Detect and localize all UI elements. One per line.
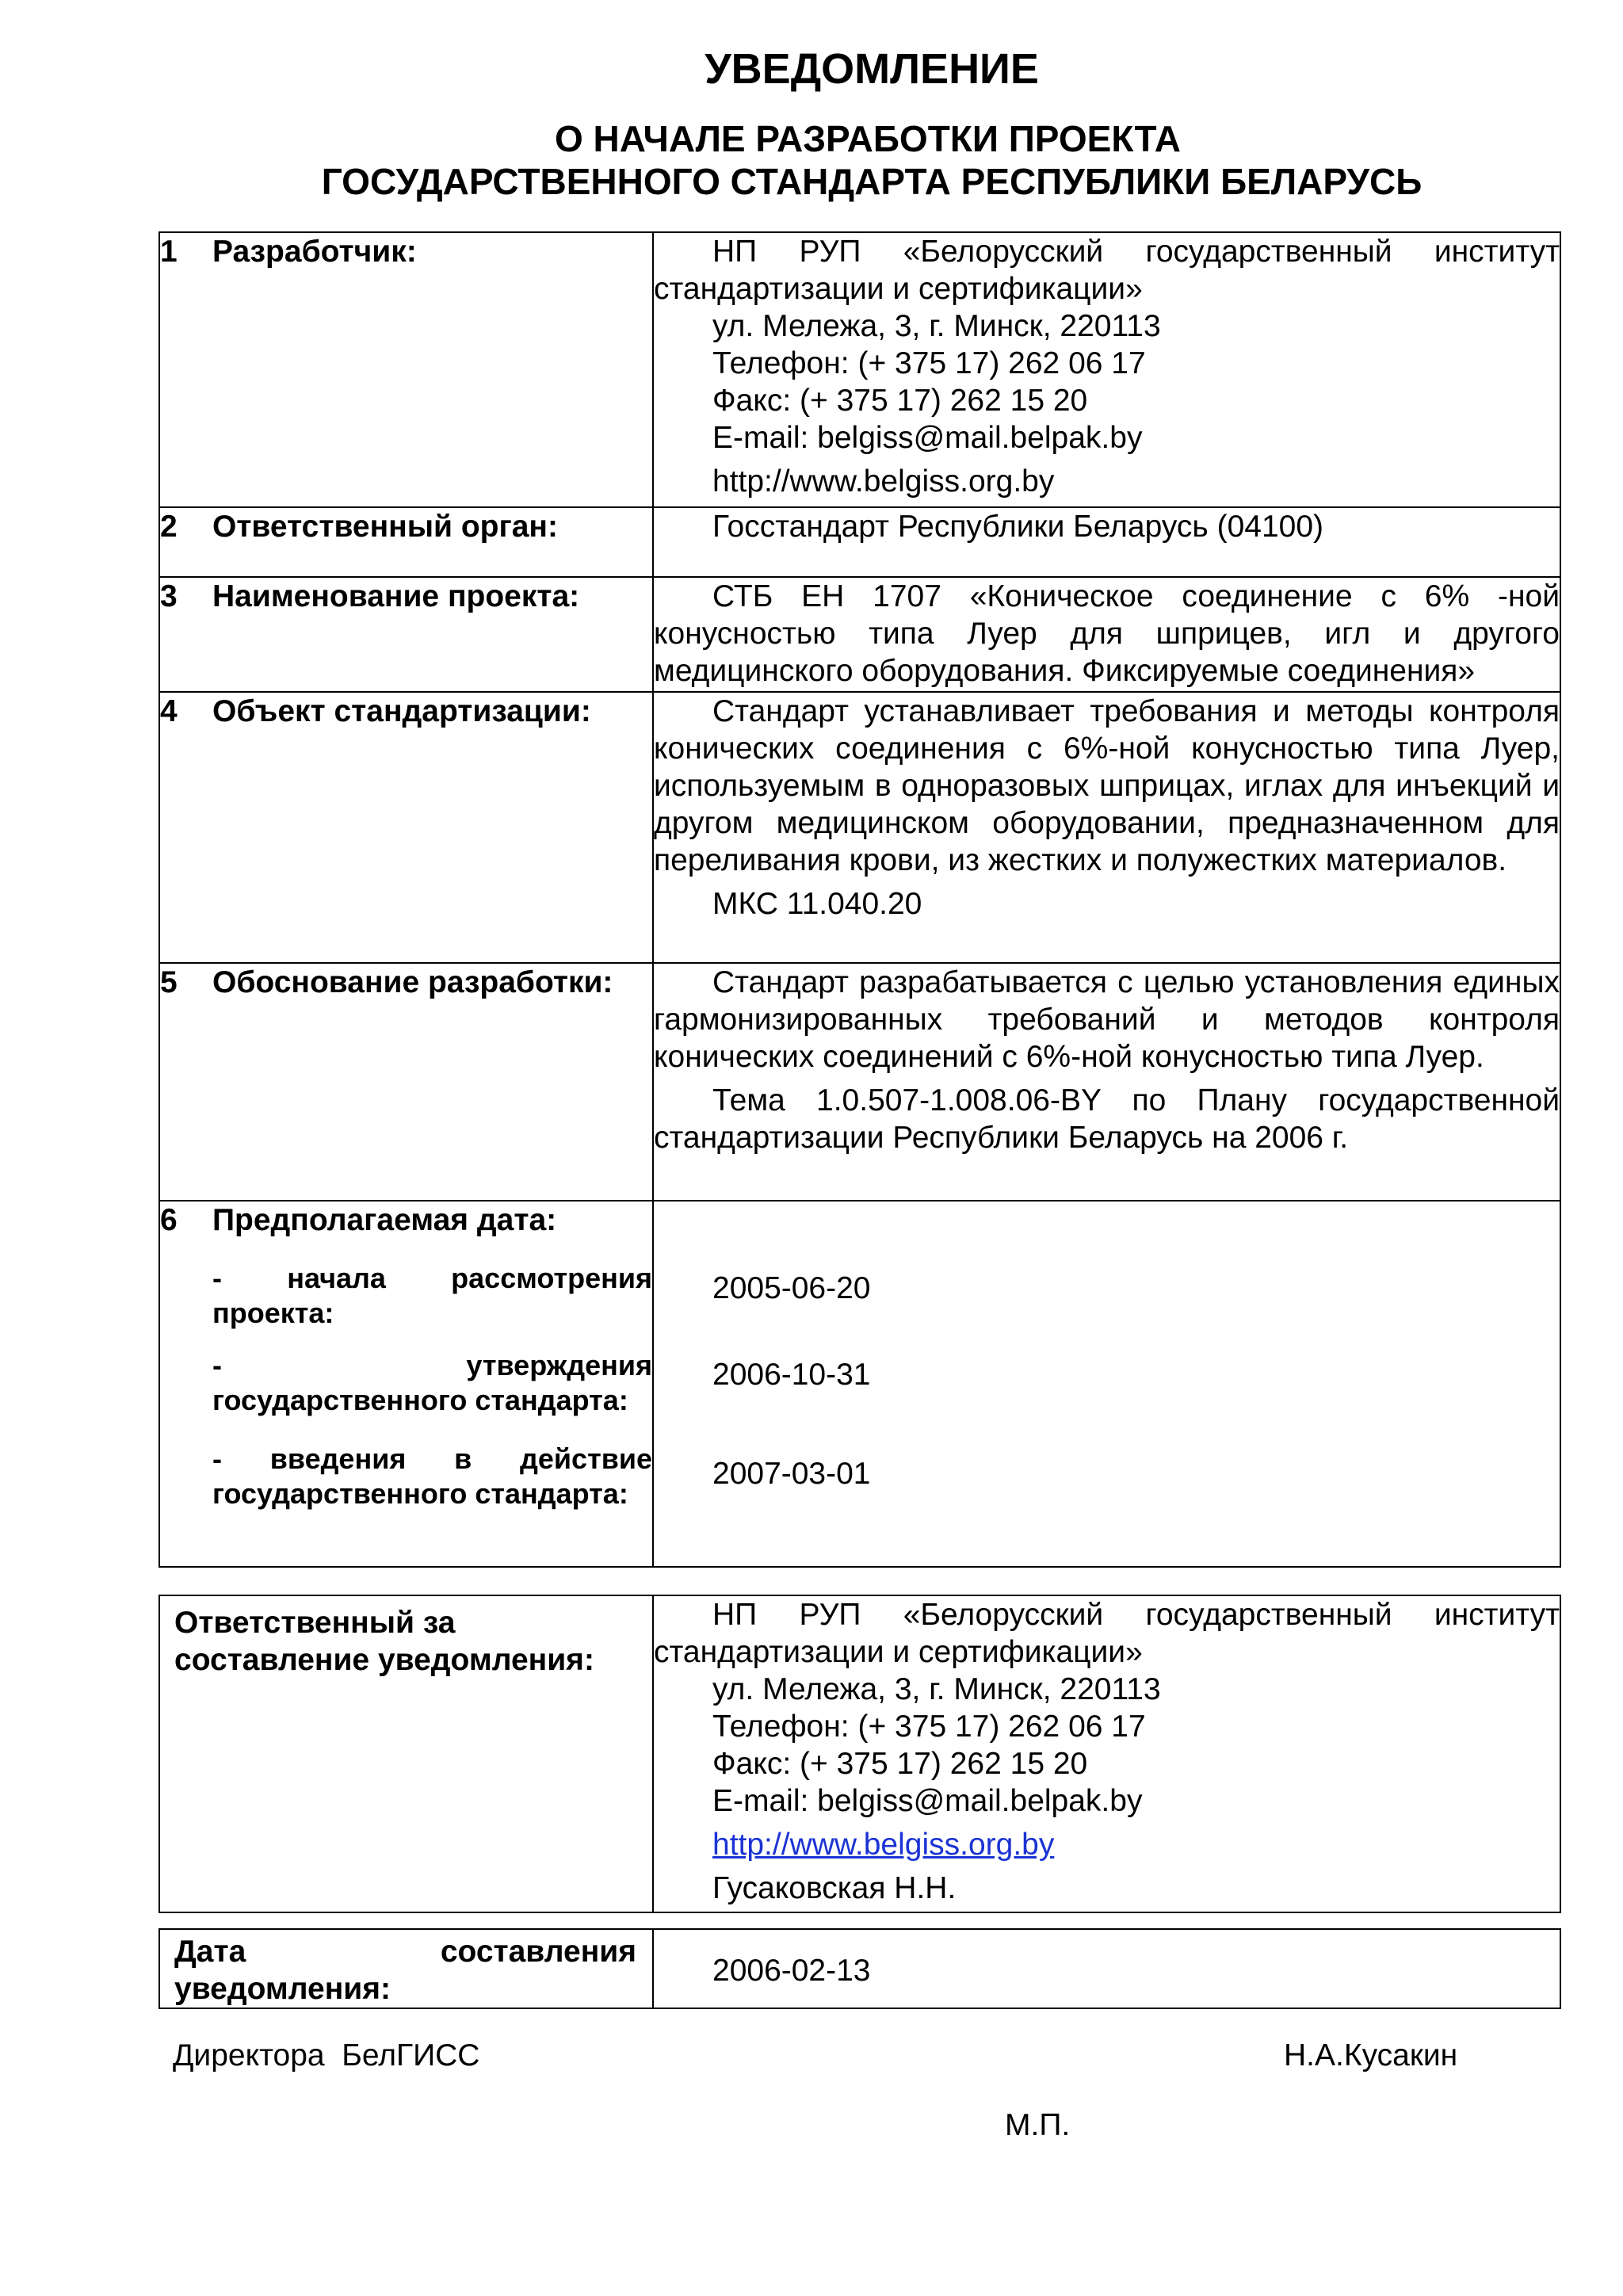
row-expected-dates xyxy=(159,1201,1560,1567)
row-standardization-object xyxy=(159,692,1560,963)
resp-org-fax: Факс: (+ 375 17) 262 15 20 xyxy=(712,1747,1088,1781)
org-name: НП РУП «Белорусский государственный институт стандартизации и сертификации» xyxy=(654,235,1560,306)
org-email: E-mail: belgiss@mail.belpak.by xyxy=(712,421,1143,455)
row-number: 4 xyxy=(160,694,178,728)
responsible-body-value: Госстандарт Республики Беларусь (04100) xyxy=(712,510,1324,544)
row-number: 5 xyxy=(160,965,178,999)
object-description: Стандарт устанавливает требования и методы контроля конических соединения с 6%-ной конусностью типа Луер, используемым в одноразовых шприцах, иглах для инъекций и другом медицинском оборудовании, предназначенном для переливания крови, из жестких и полужестких материалов. xyxy=(654,694,1560,877)
mks-code: МКС 11.040.20 xyxy=(712,887,922,921)
justification-text: Стандарт разрабатывается с целью установления единых гармонизированных требований и методов контроля конических соединений с 6%-ной конусностью типа Луер. xyxy=(654,965,1560,1074)
row-label: Наименование проекта: xyxy=(212,579,580,613)
row-label: Разработчик: xyxy=(212,235,417,269)
compiled-date: 2006-02-13 xyxy=(712,1954,871,1988)
project-name-value: СТБ ЕН 1707 «Коническое соединение с 6% -ной конусностью типа Луер для шприцев, игл и другого медицинского оборудования. Фиксируемые соединения» xyxy=(654,579,1560,688)
responsible-label: Ответственный за составление уведомления: xyxy=(159,1595,653,1912)
row-number: 1 xyxy=(160,235,178,269)
page-subtitle-1: О НАЧАЛЕ РАЗРАБОТКИ ПРОЕКТА xyxy=(555,118,1181,159)
row-number: 3 xyxy=(160,579,178,613)
org-fax: Факс: (+ 375 17) 262 15 20 xyxy=(712,384,1088,418)
row-label: Объект стандартизации: xyxy=(212,694,591,728)
row-label-cell xyxy=(159,232,653,507)
date-review: 2005-06-20 xyxy=(712,1271,871,1305)
date-label-effective: - введения в действие государственного стандарта: xyxy=(212,1442,652,1510)
date-effective: 2007-03-01 xyxy=(712,1457,871,1491)
date-approval: 2006-10-31 xyxy=(712,1358,871,1392)
stamp-place: М.П. xyxy=(1005,2108,1071,2142)
row-responsible-body xyxy=(159,507,1560,577)
row-justification xyxy=(159,963,1560,1201)
row-label: Ответственный орган: xyxy=(212,510,558,544)
plan-theme: Тема 1.0.507-1.008.06-BY по Плану государственной стандартизации Республики Беларусь на 2006 г. xyxy=(654,1083,1560,1155)
signatory-name: Н.А.Кусакин xyxy=(1284,2038,1458,2073)
responsible-table xyxy=(158,1595,1561,1913)
developer-info xyxy=(653,232,1560,507)
compiled-date-table xyxy=(158,1928,1561,2009)
org-phone: Телефон: (+ 375 17) 262 06 17 xyxy=(712,346,1146,380)
notification-table xyxy=(158,231,1561,1568)
row-number: 6 xyxy=(160,1203,178,1237)
row-developer xyxy=(159,232,1560,507)
resp-org-name: НП РУП «Белорусский государственный институт стандартизации и сертификации» xyxy=(654,1598,1560,1669)
date-label-approval: - утверждения государственного стандарта: xyxy=(212,1349,652,1416)
resp-org-email: E-mail: belgiss@mail.belpak.by xyxy=(712,1784,1143,1818)
compiled-label: Дата составления уведомления: xyxy=(159,1929,653,2008)
website-link[interactable]: http://www.belgiss.org.by xyxy=(712,1828,1055,1862)
org-address: ул. Мележа, 3, г. Минск, 220113 xyxy=(712,309,1161,343)
date-label-review: - начала рассмотрения проекта: xyxy=(212,1262,652,1329)
resp-org-address: ул. Мележа, 3, г. Минск, 220113 xyxy=(712,1672,1161,1706)
responsible-person: Гусаковская Н.Н. xyxy=(712,1871,957,1905)
page-subtitle-2: ГОСУДАРСТВЕННОГО СТАНДАРТА РЕСПУБЛИКИ БЕЛАРУСЬ xyxy=(321,161,1423,202)
row-label: Предполагаемая дата: xyxy=(212,1203,557,1237)
resp-org-phone: Телефон: (+ 375 17) 262 06 17 xyxy=(712,1710,1146,1744)
row-label: Обоснование разработки: xyxy=(212,965,613,999)
row-number: 2 xyxy=(160,510,178,544)
org-website: http://www.belgiss.org.by xyxy=(712,464,1055,499)
page-title: УВЕДОМЛЕНИЕ xyxy=(705,45,1039,93)
row-project-name xyxy=(159,577,1560,692)
signatory-position: Директора БелГИСС xyxy=(173,2038,480,2073)
